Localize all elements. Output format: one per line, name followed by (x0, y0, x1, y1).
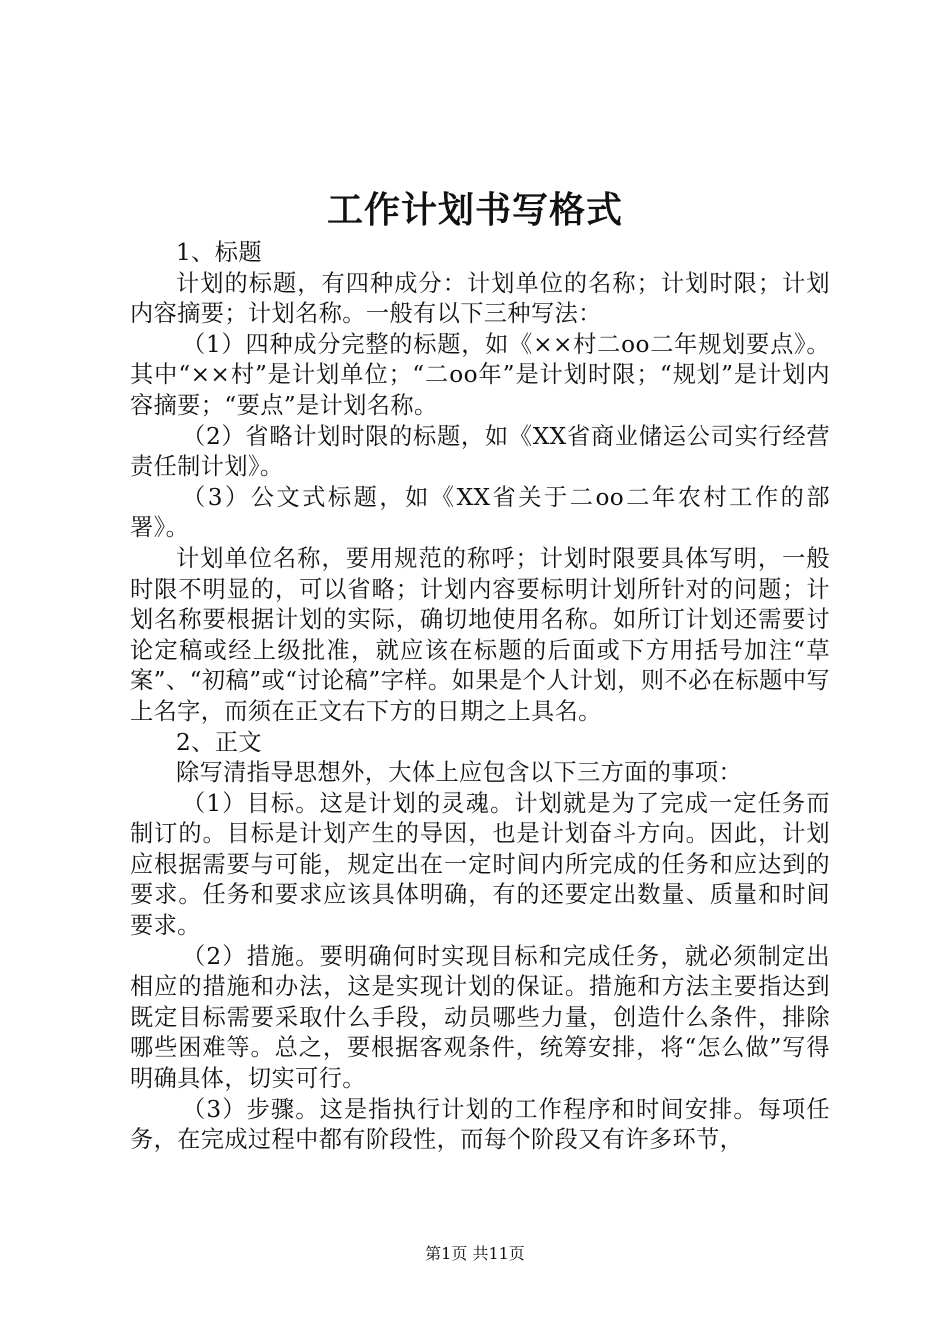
paragraph-measures: （2）措施。要明确何时实现目标和完成任务，就必须制定出相应的措施和办法，这是实现计划的保证。措施和方法主要指达到既定目标需要采取什么手段，动员哪些力量，创造什么条件，排除哪些困难等。总之，要根据客观条件，统筹安排，将“怎么做”写得明确具体，切实可行。 (130, 942, 830, 1093)
paragraph-title-components: 计划的标题，有四种成分：计划单位的名称；计划时限；计划内容摘要；计划名称。一般有以下三种写法： (130, 269, 830, 328)
paragraph-naming-rules: 计划单位名称，要用规范的称呼；计划时限要具体写明，一般时限不明显的，可以省略；计划内容要标明计划所针对的问题；计划名称要根据计划的实际，确切地使用名称。如所订计划还需要讨论定稿或经上级批准，就应该在标题的后面或下方用括号加注“草案”、“初稿”或“讨论稿”字样。如果是个人计划，则不必在标题中写上名字，而须在正文右下方的日期之上具名。 (130, 544, 830, 725)
paragraph-official-title: （3）公文式标题，如《XX省关于二oo二年农村工作的部署》。 (130, 483, 830, 542)
paragraph-omit-time-title: （2）省略计划时限的标题，如《XX省商业储运公司实行经营责任制计划》。 (130, 422, 830, 481)
page-title: 工作计划书写格式 (326, 189, 623, 231)
paragraph-body-intro: 除写清指导思想外，大体上应包含以下三方面的事项： (176, 759, 743, 787)
paragraph-steps: （3）步骤。这是指执行计划的工作程序和时间安排。每项任务，在完成过程中都有阶段性，而每个阶段又有许多环节， (130, 1095, 830, 1154)
heading-body-section: 2、正文 (176, 728, 262, 756)
heading-title-section: 1、标题 (176, 239, 262, 266)
paragraph-goal: （1）目标。这是计划的灵魂。计划就是为了完成一定任务而制订的。目标是计划产生的导因，也是计划奋斗方向。因此，计划应根据需要与可能，规定出在一定时间内所完成的任务和应达到的要求。任务和要求应该具体明确，有的还要定出数量、质量和时间要求。 (130, 789, 830, 940)
paragraph-full-title: （1）四种成分完整的标题，如《××村二oo二年规划要点》。其中“××村”是计划单位；“二oo年”是计划时限；“规划”是计划内容摘要；“要点”是计划名称。 (130, 330, 830, 419)
page-footer: 第1页 共11页 (425, 1244, 525, 1263)
document-body (130, 238, 830, 1156)
